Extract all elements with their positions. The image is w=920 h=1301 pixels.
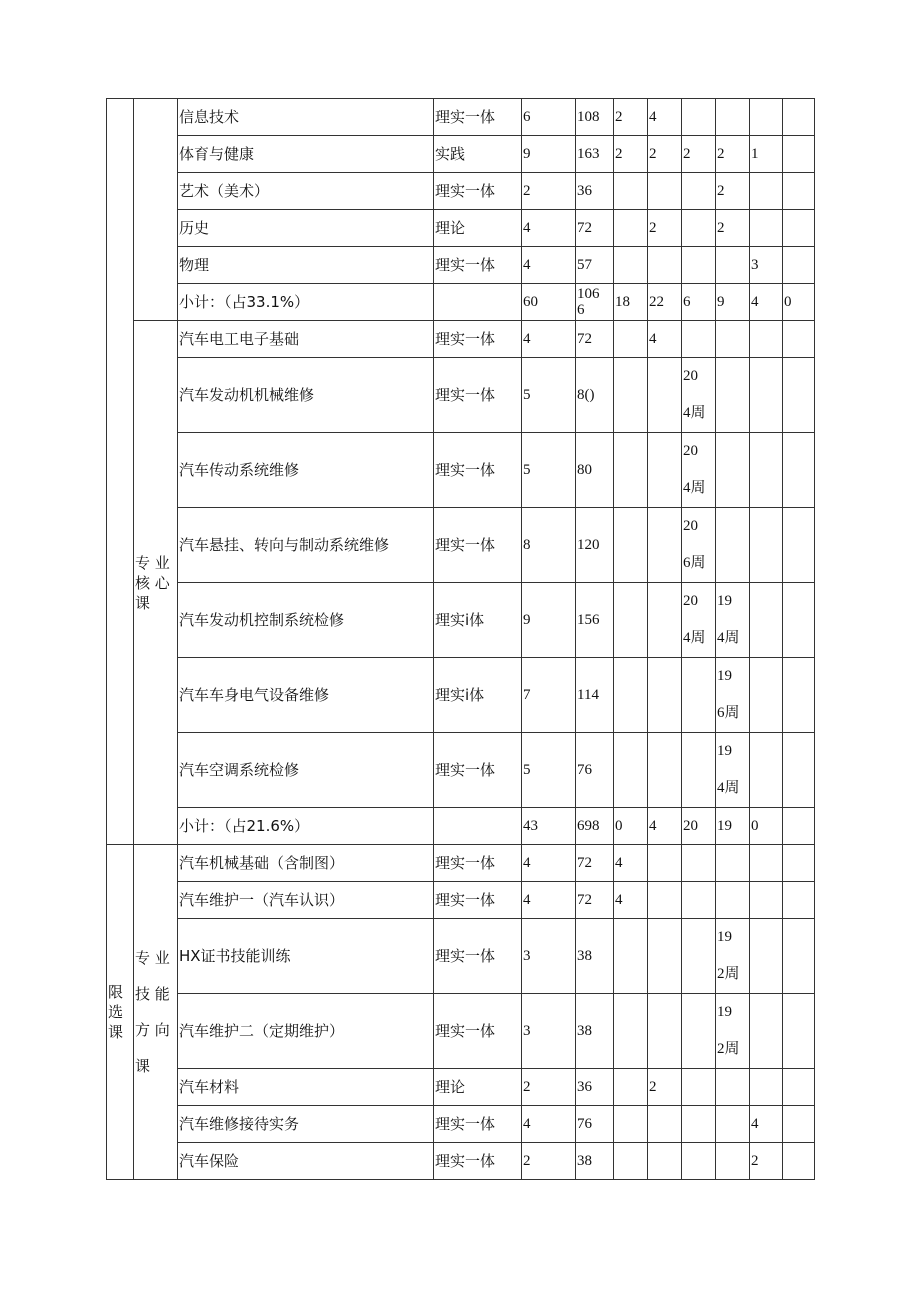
cell-s3 — [682, 247, 716, 284]
cell-s3: 2 — [682, 136, 716, 173]
cell-s3 — [682, 1143, 716, 1180]
cell-s3: 20 4周 — [682, 433, 716, 508]
cell-s3 — [682, 1069, 716, 1106]
category-cell-top — [107, 99, 134, 845]
cell-name: 汽车空调系统检修 — [178, 733, 434, 808]
cell-name: 汽车机械基础（含制图） — [178, 845, 434, 882]
table-row — [107, 1106, 815, 1143]
cell-credit: 4 — [522, 247, 576, 284]
cell-s1: 0 — [614, 808, 648, 845]
cell-credit: 4 — [522, 845, 576, 882]
cell-s2 — [648, 433, 682, 508]
cell-type: 理实一体 — [434, 173, 522, 210]
cell-credit: 9 — [522, 583, 576, 658]
cell-s3: 20 4周 — [682, 358, 716, 433]
cell-s4 — [716, 99, 750, 136]
cell-s6 — [783, 99, 815, 136]
cell-s4: 19 4周 — [716, 583, 750, 658]
table-row — [107, 1069, 815, 1106]
cell-s5 — [750, 508, 783, 583]
cell-hours: 72 — [576, 210, 614, 247]
cell-s4 — [716, 1143, 750, 1180]
cell-credit: 4 — [522, 321, 576, 358]
cell-s3 — [682, 733, 716, 808]
cell-s1: 2 — [614, 99, 648, 136]
cell-s6 — [783, 508, 815, 583]
cell-credit: 6 — [522, 99, 576, 136]
table-row — [107, 210, 815, 247]
cell-s5: 1 — [750, 136, 783, 173]
cell-name: 汽车电工电子基础 — [178, 321, 434, 358]
cell-credit: 5 — [522, 358, 576, 433]
cell-s6 — [783, 358, 815, 433]
cell-s4: 2 — [716, 136, 750, 173]
cell-s5 — [750, 919, 783, 994]
cell-s6 — [783, 919, 815, 994]
cell-s2 — [648, 1106, 682, 1143]
cell-name: 汽车维护一（汽车认识） — [178, 882, 434, 919]
cell-s6 — [783, 321, 815, 358]
table-row — [107, 919, 815, 994]
cell-s3 — [682, 845, 716, 882]
cell-s3 — [682, 173, 716, 210]
table-row — [107, 173, 815, 210]
cell-s2: 4 — [648, 321, 682, 358]
cell-credit: 7 — [522, 658, 576, 733]
cell-s4: 19 2周 — [716, 994, 750, 1069]
cell-s4: 19 4周 — [716, 733, 750, 808]
cell-s5 — [750, 173, 783, 210]
cell-s5 — [750, 433, 783, 508]
cell-credit: 5 — [522, 733, 576, 808]
cell-hours: 80 — [576, 433, 614, 508]
cell-s2 — [648, 1143, 682, 1180]
cell-hours: 163 — [576, 136, 614, 173]
cell-hours: 76 — [576, 1106, 614, 1143]
table-row — [107, 658, 815, 733]
cell-credit: 4 — [522, 1106, 576, 1143]
cell-credit: 43 — [522, 808, 576, 845]
cell-type: 理实i体 — [434, 583, 522, 658]
cell-hours: 38 — [576, 919, 614, 994]
cell-s6 — [783, 845, 815, 882]
cell-type: 理实一体 — [434, 99, 522, 136]
cell-s3 — [682, 658, 716, 733]
cell-credit: 2 — [522, 1143, 576, 1180]
cell-credit: 5 — [522, 433, 576, 508]
cell-type: 理实i体 — [434, 658, 522, 733]
table-row — [107, 808, 815, 845]
cell-name: 汽车悬挂、转向与制动系统维修 — [178, 508, 434, 583]
cell-s6 — [783, 808, 815, 845]
cell-name: 汽车发动机机械维修 — [178, 358, 434, 433]
cell-s6 — [783, 1069, 815, 1106]
cell-s1: 18 — [614, 284, 648, 321]
table-row — [107, 1143, 815, 1180]
cell-s1 — [614, 173, 648, 210]
table-row — [107, 358, 815, 433]
cell-s6 — [783, 882, 815, 919]
cell-s5 — [750, 358, 783, 433]
cell-s4: 2 — [716, 173, 750, 210]
cell-name: 汽车材料 — [178, 1069, 434, 1106]
cell-s5: 0 — [750, 808, 783, 845]
cell-s1: 4 — [614, 845, 648, 882]
cell-credit: 4 — [522, 882, 576, 919]
table-row — [107, 99, 815, 136]
cell-s1 — [614, 1143, 648, 1180]
cell-s3 — [682, 210, 716, 247]
cell-type: 理实一体 — [434, 247, 522, 284]
table-row — [107, 508, 815, 583]
cell-hours: 36 — [576, 173, 614, 210]
table-row — [107, 882, 815, 919]
cell-type — [434, 808, 522, 845]
cell-type: 理论 — [434, 210, 522, 247]
cell-s2: 22 — [648, 284, 682, 321]
cell-s1 — [614, 658, 648, 733]
cell-s6 — [783, 173, 815, 210]
cell-hours: 72 — [576, 321, 614, 358]
table-row — [107, 284, 815, 321]
cell-hours: 72 — [576, 845, 614, 882]
cell-s5 — [750, 99, 783, 136]
cell-s6 — [783, 433, 815, 508]
cell-hours: 156 — [576, 583, 614, 658]
cell-s2 — [648, 583, 682, 658]
cell-s5 — [750, 658, 783, 733]
cell-s4: 19 6周 — [716, 658, 750, 733]
cell-hours: 57 — [576, 247, 614, 284]
cell-s4 — [716, 845, 750, 882]
cell-s1 — [614, 210, 648, 247]
cell-credit: 9 — [522, 136, 576, 173]
cell-s6 — [783, 583, 815, 658]
cell-type: 理实一体 — [434, 1143, 522, 1180]
cell-name: 艺术（美术） — [178, 173, 434, 210]
cell-s4: 19 2周 — [716, 919, 750, 994]
cell-s3 — [682, 994, 716, 1069]
table-row — [107, 433, 815, 508]
cell-hours: 38 — [576, 1143, 614, 1180]
cell-s2 — [648, 882, 682, 919]
cell-s1 — [614, 583, 648, 658]
cell-credit: 60 — [522, 284, 576, 321]
cell-hours: 8() — [576, 358, 614, 433]
cell-s1: 4 — [614, 882, 648, 919]
table-row — [107, 994, 815, 1069]
cell-hours: 76 — [576, 733, 614, 808]
cell-type: 理实一体 — [434, 733, 522, 808]
cell-s1 — [614, 321, 648, 358]
cell-hours: 114 — [576, 658, 614, 733]
cell-s4 — [716, 247, 750, 284]
cell-type: 理实一体 — [434, 508, 522, 583]
cell-s3: 6 — [682, 284, 716, 321]
cell-s3 — [682, 99, 716, 136]
table-body — [107, 99, 815, 1180]
cell-s5: 4 — [750, 284, 783, 321]
cell-s5 — [750, 583, 783, 658]
cell-s1 — [614, 1069, 648, 1106]
cell-type: 理实一体 — [434, 845, 522, 882]
cell-s3 — [682, 321, 716, 358]
cell-s4 — [716, 1069, 750, 1106]
cell-credit: 3 — [522, 994, 576, 1069]
table-row — [107, 583, 815, 658]
cell-s4: 19 — [716, 808, 750, 845]
cell-name: HX证书技能训练 — [178, 919, 434, 994]
cell-s6 — [783, 136, 815, 173]
table-row — [107, 845, 815, 882]
cell-s2: 2 — [648, 1069, 682, 1106]
cell-name: 信息技术 — [178, 99, 434, 136]
subgroup-cell-direction: 专 业 技 能 方 向 课 — [134, 845, 178, 1180]
cell-s3 — [682, 919, 716, 994]
cell-s5 — [750, 882, 783, 919]
cell-hours: 106 6 — [576, 284, 614, 321]
cell-s4 — [716, 882, 750, 919]
cell-s2: 2 — [648, 210, 682, 247]
cell-s3 — [682, 1106, 716, 1143]
cell-hours: 108 — [576, 99, 614, 136]
cell-type: 理实一体 — [434, 994, 522, 1069]
cell-s2 — [648, 658, 682, 733]
cell-name: 汽车传动系统维修 — [178, 433, 434, 508]
table-row — [107, 247, 815, 284]
cell-s5 — [750, 210, 783, 247]
cell-type: 实践 — [434, 136, 522, 173]
cell-name: 汽车车身电气设备维修 — [178, 658, 434, 733]
cell-s6 — [783, 1143, 815, 1180]
cell-s1 — [614, 247, 648, 284]
cell-hours: 698 — [576, 808, 614, 845]
cell-s4 — [716, 358, 750, 433]
cell-s1 — [614, 433, 648, 508]
cell-type: 理论 — [434, 1069, 522, 1106]
cell-name: 历史 — [178, 210, 434, 247]
cell-hours: 72 — [576, 882, 614, 919]
cell-s1 — [614, 508, 648, 583]
cell-s2 — [648, 994, 682, 1069]
cell-s3 — [682, 882, 716, 919]
cell-s6 — [783, 994, 815, 1069]
cell-s6 — [783, 658, 815, 733]
subgroup-cell-core: 专 业 核 心 课 — [134, 321, 178, 845]
cell-name: 体育与健康 — [178, 136, 434, 173]
cell-type: 理实一体 — [434, 358, 522, 433]
curriculum-table — [106, 98, 815, 1180]
cell-name: 汽车维修接待实务 — [178, 1106, 434, 1143]
cell-s4: 2 — [716, 210, 750, 247]
cell-type: 理实一体 — [434, 321, 522, 358]
table-row — [107, 136, 815, 173]
cell-name: 小计：（占33.1%） — [178, 284, 434, 321]
cell-s2 — [648, 733, 682, 808]
cell-s2 — [648, 358, 682, 433]
cell-s5 — [750, 321, 783, 358]
cell-s2: 2 — [648, 136, 682, 173]
cell-type: 理实一体 — [434, 1106, 522, 1143]
cell-type: 理实一体 — [434, 433, 522, 508]
cell-s5: 3 — [750, 247, 783, 284]
cell-s4 — [716, 508, 750, 583]
cell-s5 — [750, 1069, 783, 1106]
cell-s2: 4 — [648, 99, 682, 136]
cell-s4: 9 — [716, 284, 750, 321]
subgroup-cell-public — [134, 99, 178, 321]
cell-s2 — [648, 173, 682, 210]
cell-hours: 120 — [576, 508, 614, 583]
cell-name: 小计：（占21.6%） — [178, 808, 434, 845]
cell-s2 — [648, 845, 682, 882]
cell-s6 — [783, 1106, 815, 1143]
cell-credit: 4 — [522, 210, 576, 247]
cell-credit: 2 — [522, 173, 576, 210]
cell-s1 — [614, 733, 648, 808]
cell-s5 — [750, 733, 783, 808]
cell-s5 — [750, 994, 783, 1069]
cell-s6 — [783, 247, 815, 284]
cell-name: 汽车发动机控制系统检修 — [178, 583, 434, 658]
table-row — [107, 321, 815, 358]
cell-name: 物理 — [178, 247, 434, 284]
cell-hours: 38 — [576, 994, 614, 1069]
cell-s3: 20 — [682, 808, 716, 845]
cell-s2 — [648, 508, 682, 583]
cell-s6 — [783, 210, 815, 247]
cell-s2 — [648, 919, 682, 994]
cell-s2 — [648, 247, 682, 284]
cell-s3: 20 6周 — [682, 508, 716, 583]
cell-type — [434, 284, 522, 321]
cell-s5: 4 — [750, 1106, 783, 1143]
category-cell-elective: 限 选 课 — [107, 845, 134, 1180]
cell-s1 — [614, 919, 648, 994]
cell-s4 — [716, 321, 750, 358]
cell-s6 — [783, 733, 815, 808]
cell-s2: 4 — [648, 808, 682, 845]
cell-s5: 2 — [750, 1143, 783, 1180]
cell-credit: 2 — [522, 1069, 576, 1106]
cell-s4 — [716, 1106, 750, 1143]
cell-name: 汽车维护二（定期维护） — [178, 994, 434, 1069]
cell-credit: 8 — [522, 508, 576, 583]
cell-type: 理实一体 — [434, 882, 522, 919]
cell-s1 — [614, 358, 648, 433]
cell-s4 — [716, 433, 750, 508]
cell-credit: 3 — [522, 919, 576, 994]
table-row — [107, 733, 815, 808]
cell-name: 汽车保险 — [178, 1143, 434, 1180]
cell-s1: 2 — [614, 136, 648, 173]
cell-type: 理实一体 — [434, 919, 522, 994]
cell-s5 — [750, 845, 783, 882]
cell-s6: 0 — [783, 284, 815, 321]
cell-hours: 36 — [576, 1069, 614, 1106]
cell-s3: 20 4周 — [682, 583, 716, 658]
cell-s1 — [614, 1106, 648, 1143]
cell-s1 — [614, 994, 648, 1069]
